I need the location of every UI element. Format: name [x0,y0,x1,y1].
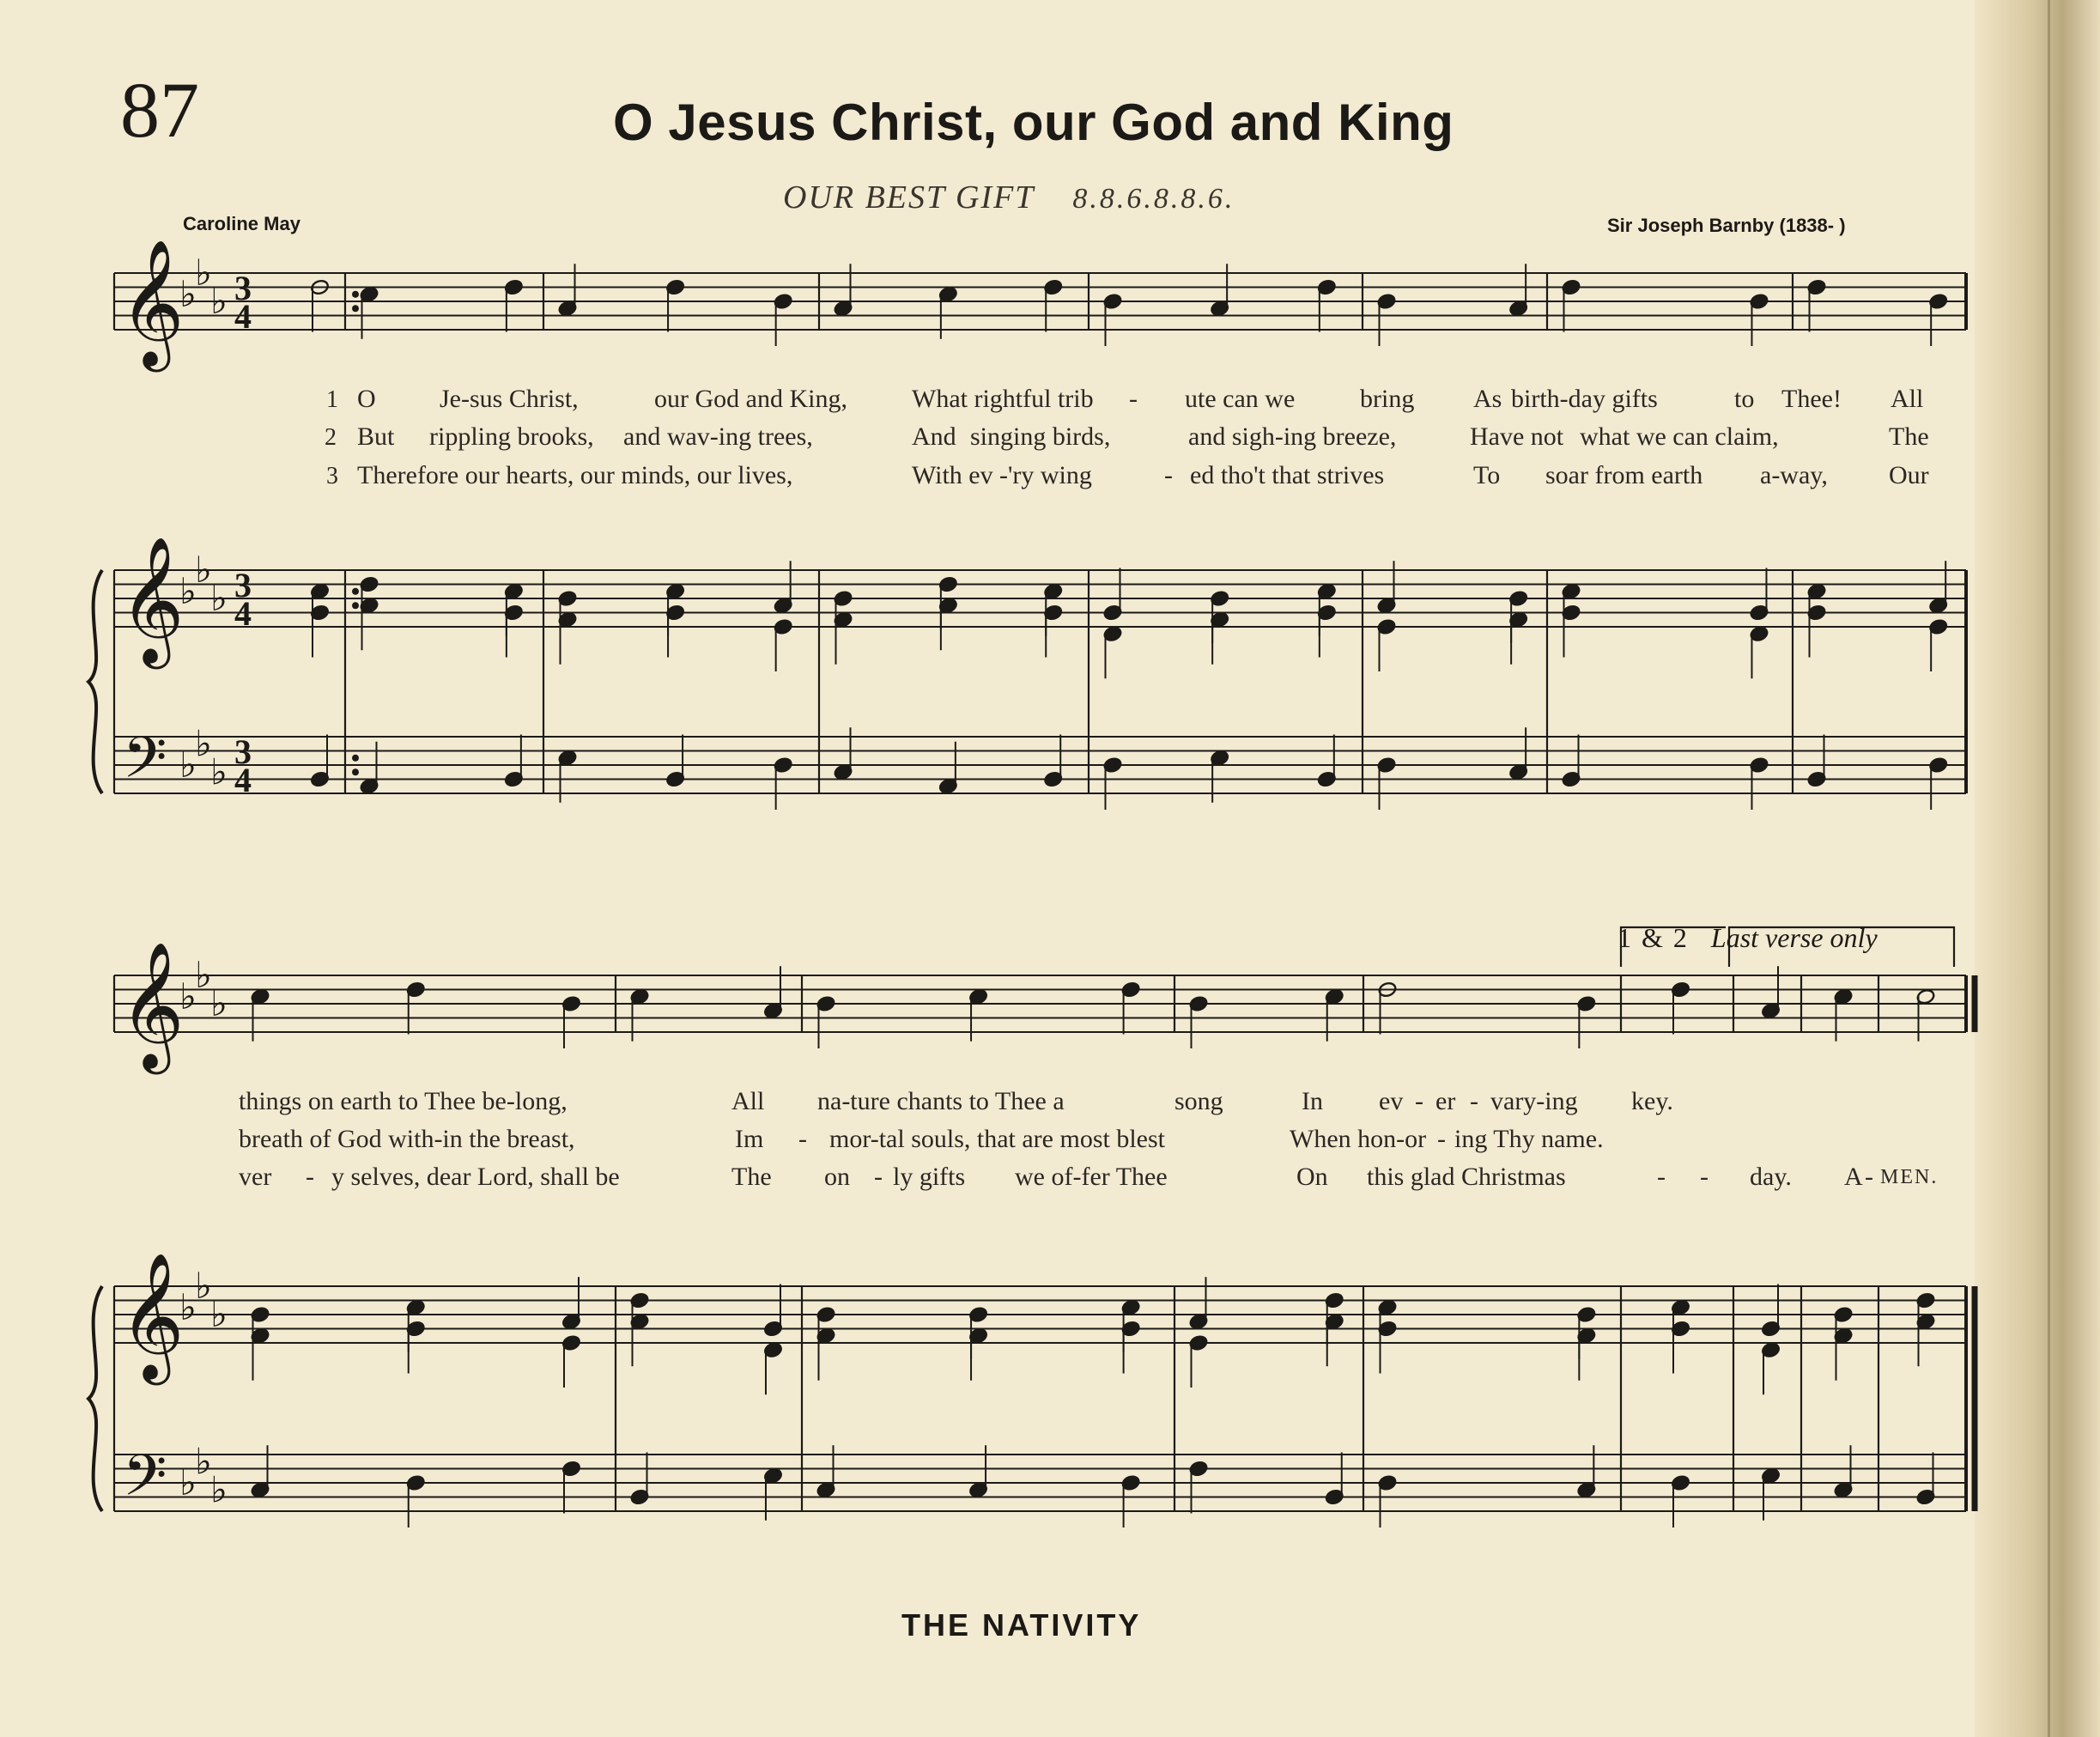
staff [114,570,1966,627]
lyric-syllable: ed tho't that strives [1190,461,1385,489]
lyric-syllable: vary-ing [1490,1087,1578,1115]
flat-sign-icon: ♭ [179,1285,197,1328]
staff [114,1286,1966,1343]
time-signature-digit: 4 [234,297,252,336]
time-signature-digit: 3 [234,732,252,771]
section-footer: THE NATIVITY [901,1607,1142,1643]
lyric-syllable: y selves, dear Lord, shall be [331,1163,620,1191]
lyric-syllable: All [731,1087,765,1115]
flat-sign-icon: ♭ [195,1440,212,1483]
lyric-syllable: ev [1379,1087,1404,1115]
lyric-syllable: and wav-ing trees, [623,422,813,451]
lyric-syllable: Have not [1470,422,1564,451]
lyric-syllable: Therefore our hearts, our minds, our lives, [357,461,793,489]
lyric-syllable: A [1844,1163,1863,1191]
time-signature-digit: 3 [234,269,252,307]
lyric-syllable: - [874,1163,883,1191]
verse-number: 1 [326,386,338,413]
bass-clef-icon: 𝄢 [123,1442,167,1522]
lyric-syllable: singing birds, [970,422,1111,451]
lyric-syllable: our God and King, [654,385,847,413]
staff [114,737,1966,793]
composer-credit: Sir Joseph Barnby (1838- ) [1607,215,1846,236]
flat-sign-icon: ♭ [195,252,212,294]
lyric-syllable: - [306,1163,314,1191]
flat-sign-icon: ♭ [195,1265,212,1307]
flat-sign-icon: ♭ [179,975,197,1017]
volta-bracket [1621,927,1954,967]
lyric-syllable: O [357,385,376,413]
lyric-syllable: - [1657,1163,1666,1191]
lyric-syllable: - [798,1125,807,1153]
lyric-syllable: -'ry wing [999,461,1092,489]
time-signature-digit: 4 [234,594,252,633]
lyric-syllable: this glad Christmas [1367,1163,1566,1191]
lyric-syllable: The [731,1163,772,1191]
lyric-syllable: And [912,422,956,451]
lyric-syllable: ing Thy name. [1454,1125,1604,1153]
treble-clef-icon: 𝄞 [119,536,185,664]
flat-sign-icon: ♭ [210,982,228,1024]
lyric-syllable: soar from earth [1545,461,1703,489]
lyric-syllable: day. [1750,1163,1792,1191]
flat-sign-icon: ♭ [179,744,197,786]
lyric-syllable: what we can claim, [1580,422,1779,451]
lyric-syllable: na-ture chants to Thee a [817,1087,1065,1115]
lyric-syllable: key. [1631,1087,1673,1115]
system-brace [88,570,102,793]
staff [114,975,1966,1032]
time-signature-digit: 3 [234,566,252,604]
lyric-syllable: To [1473,461,1501,489]
lyric-syllable: things on earth to Thee be-long, [239,1087,567,1115]
lyric-syllable: - [1470,1087,1478,1115]
flat-sign-icon: ♭ [210,1468,228,1511]
lyric-syllable: - [1865,1163,1873,1191]
system-brace [88,1286,102,1511]
lyric-syllable: birth-day gifts [1511,385,1658,413]
lyric-syllable: and sigh-ing breeze, [1188,422,1397,451]
lyric-syllable: song [1174,1087,1223,1115]
lyric-syllable: bring [1360,385,1415,413]
repeat-dot [352,755,359,762]
staff [114,273,1966,330]
lyric-syllable: ly gifts [893,1163,966,1191]
treble-clef-icon: 𝄞 [119,941,185,1069]
lyric-syllable: to [1734,385,1755,413]
lyric-syllable: - [1415,1087,1423,1115]
lyric-syllable: Thee! [1781,385,1842,413]
tune-meter: 8.8.6.8.8.6. [1072,183,1235,215]
flat-sign-icon: ♭ [210,280,228,322]
flat-sign-icon: ♭ [195,722,212,765]
lyric-syllable: mor-tal souls, that are most blest [829,1125,1165,1153]
repeat-dot [352,768,359,775]
lyric-syllable: Im [735,1125,764,1153]
lyric-syllable: - [1700,1163,1709,1191]
flat-sign-icon: ♭ [179,272,197,315]
lyric-syllable: we of-fer Thee [1015,1163,1168,1191]
first-ending-label: 1 & 2 [1617,922,1689,953]
flat-sign-icon: ♭ [179,569,197,612]
lyric-syllable: When hon-or [1290,1125,1427,1153]
repeat-dot [352,588,359,595]
repeat-dot [352,305,359,312]
last-ending-label: Last verse only [1710,922,1878,953]
lyric-syllable: Our [1889,461,1929,489]
verse-number: 2 [325,424,337,451]
lyric-syllable: ute can we [1185,385,1296,413]
lyric-syllable: er [1435,1087,1456,1115]
lyric-syllable: - [1164,461,1173,489]
time-signature-digit: 4 [234,761,252,799]
lyric-syllable: on [824,1163,850,1191]
flat-sign-icon: ♭ [179,1461,197,1503]
bass-clef-icon: 𝄢 [123,725,167,805]
flat-sign-icon: ♭ [195,954,212,996]
flat-sign-icon: ♭ [210,750,228,793]
lyric-syllable: - [1129,385,1138,413]
flat-sign-icon: ♭ [210,1293,228,1335]
lyric-syllable: In [1302,1087,1323,1115]
repeat-dot [352,291,359,298]
treble-clef-icon: 𝄞 [119,239,185,367]
lyric-syllable: - [1437,1125,1446,1153]
flat-sign-icon: ♭ [210,577,228,619]
author-credit: Caroline May [183,213,300,234]
lyric-syllable: All [1891,385,1924,413]
lyric-syllable: As [1473,385,1502,413]
verse-number: 3 [326,463,338,489]
lyric-syllable: What rightful trib [912,385,1094,413]
lyric-syllable: On [1296,1163,1328,1191]
lyric-syllable: a-way, [1760,461,1828,489]
lyric-syllable: With ev [912,461,993,489]
lyric-syllable: Je-sus Christ, [440,385,579,413]
flat-sign-icon: ♭ [195,549,212,591]
lyric-syllable: breath of God with-in the breast, [239,1125,575,1153]
lyric-syllable: MEN. [1880,1166,1939,1188]
repeat-dot [352,602,359,609]
hymn-title: O Jesus Christ, our God and King [613,94,1454,151]
tune-name: OUR BEST GIFT [783,179,1035,216]
treble-clef-icon: 𝄞 [119,1252,185,1380]
lyric-syllable: ver [239,1163,272,1191]
lyric-syllable: The [1889,422,1929,451]
hymn-number: 87 [120,66,199,154]
lyric-syllable: But [357,422,395,451]
lyric-syllable: rippling brooks, [429,422,594,451]
